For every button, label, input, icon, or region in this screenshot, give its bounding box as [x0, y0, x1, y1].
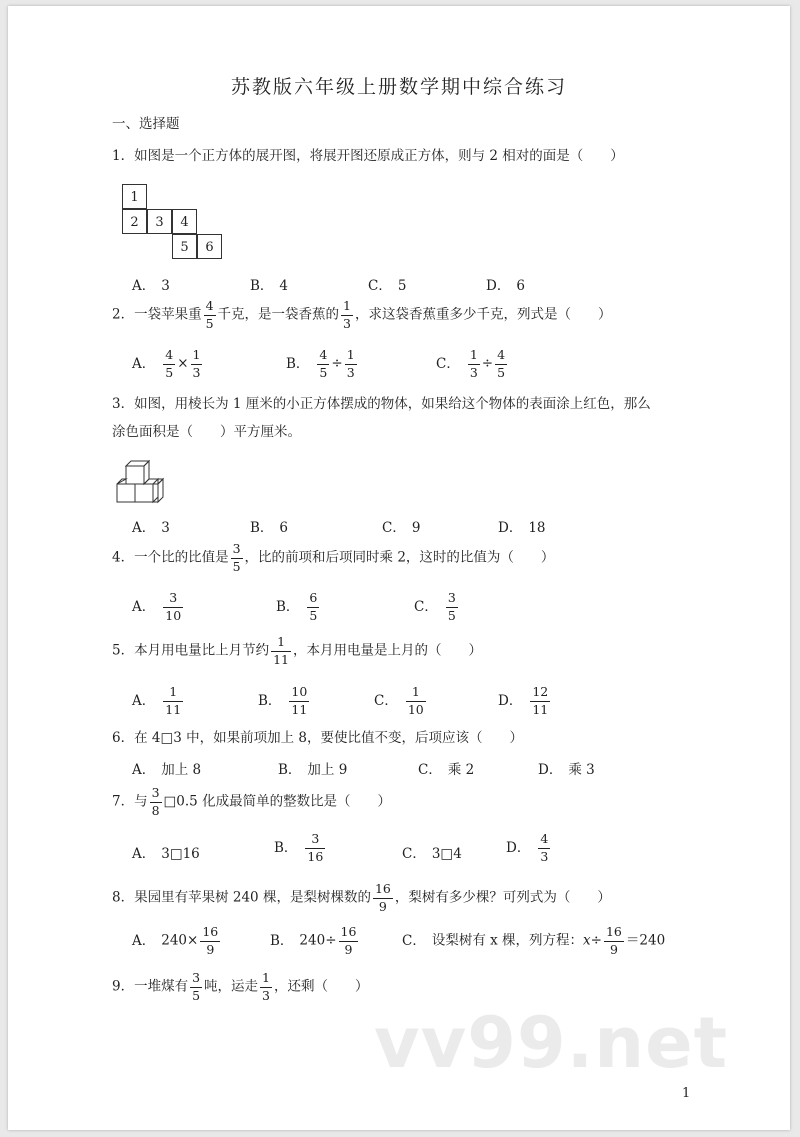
- question-6: 6．在 4□3 中，如果前项加上 8，要使比值不变，后项应该（ ）: [112, 730, 523, 746]
- question-4: 4．一个比的比值是 $\frac{3}{5}$ ，比的前项和后项同时乘 2，这时的比值为（ ）: [112, 541, 555, 574]
- q1-option-d[interactable]: D． 6: [486, 278, 525, 294]
- q1-option-b[interactable]: B． 4: [250, 278, 289, 294]
- q1-option-a[interactable]: A． 3: [132, 278, 170, 294]
- question-5: 5．本月用电量比上月节约 $\frac{1}{11}$ ，本月用电量是上月的（ ）: [112, 634, 482, 667]
- net-face: 3: [147, 209, 172, 234]
- fraction: $\frac{16}{9}$: [374, 881, 391, 914]
- question-2: 2．一袋苹果重 $\frac{4}{5}$ 千克，是一袋香蕉的 $\frac{1}{3}$ ，求这袋香蕉重多少千克，列式是（ ）: [112, 298, 612, 331]
- q1-option-c[interactable]: C． 5: [368, 278, 407, 294]
- cube-stack-figure: [115, 458, 175, 506]
- q5-option-d[interactable]: D． $\frac{12}{11}$: [498, 684, 549, 717]
- fraction: $\frac{1}{3}$: [262, 970, 270, 1003]
- net-face: 1: [122, 184, 147, 209]
- q2-option-b[interactable]: B． $\frac{4}{5}$ ÷ $\frac{1}{3}$: [286, 347, 355, 380]
- q7-option-a[interactable]: A． 3□16: [132, 846, 200, 862]
- q2-option-c[interactable]: C． $\frac{1}{3}$ ÷ $\frac{4}{5}$: [436, 347, 506, 380]
- q6-option-a[interactable]: A． 加上 8: [132, 762, 202, 778]
- q5-option-a[interactable]: A． $\frac{1}{11}$: [132, 684, 182, 717]
- q3-option-d[interactable]: D． 18: [498, 520, 546, 536]
- net-face: 2: [122, 209, 147, 234]
- q8-option-c[interactable]: C． 设梨树有 x 棵，列方程：x÷ $\frac{16}{9}$ ＝240: [402, 924, 666, 957]
- q6-option-d[interactable]: D． 乘 3: [538, 762, 595, 778]
- q3-option-b[interactable]: B． 6: [250, 520, 289, 536]
- page-number: 1: [682, 1086, 691, 1101]
- fraction: $\frac{1}{11}$: [273, 634, 289, 667]
- question-7: 7．与 $\frac{3}{8}$ □0.5 化成最简单的整数比是（ ）: [112, 785, 392, 818]
- q7-option-d[interactable]: D． $\frac{4}{3}$: [506, 831, 549, 864]
- q3-option-c[interactable]: C． 9: [382, 520, 421, 536]
- fraction: $\frac{3}{5}$: [192, 970, 201, 1003]
- net-face: 5: [172, 234, 197, 259]
- watermark: vv99.net: [374, 1002, 729, 1084]
- document-page: [8, 6, 790, 1130]
- question-9: 9．一堆煤有 $\frac{3}{5}$ 吨，运走 $\frac{1}{3}$ ，还剩（ ）: [112, 970, 369, 1003]
- fraction: $\frac{4}{5}$: [205, 298, 214, 331]
- q8-option-b[interactable]: B． 240÷ $\frac{16}{9}$: [270, 924, 357, 957]
- q4-option-c[interactable]: C． $\frac{3}{5}$: [414, 590, 456, 623]
- q5-option-c[interactable]: C． $\frac{1}{10}$: [374, 684, 424, 717]
- cube-net-figure: [122, 184, 232, 264]
- q4-option-a[interactable]: A． $\frac{3}{10}$: [132, 590, 182, 623]
- question-3-line-1: 3．如图，用棱长为 1 厘米的小正方体摆成的物体，如果给这个物体的表面涂上红色，那么: [112, 396, 651, 412]
- q6-option-c[interactable]: C． 乘 2: [418, 762, 475, 778]
- q5-option-b[interactable]: B． $\frac{10}{11}$: [258, 684, 308, 717]
- q3-option-a[interactable]: A． 3: [132, 520, 170, 536]
- fraction: $\frac{3}{5}$: [232, 541, 241, 574]
- page-title: 苏教版六年级上册数学期中综合练习: [230, 76, 567, 98]
- fraction: $\frac{1}{3}$: [343, 298, 351, 331]
- q2-option-a[interactable]: A． $\frac{4}{5}$ × $\frac{1}{3}$: [132, 347, 201, 380]
- q4-option-b[interactable]: B． $\frac{6}{5}$: [276, 590, 318, 623]
- section-heading: 一、选择题: [112, 116, 180, 132]
- q7-option-b[interactable]: B． $\frac{3}{16}$: [274, 831, 324, 864]
- q6-option-b[interactable]: B． 加上 9: [278, 762, 348, 778]
- net-face: 6: [197, 234, 222, 259]
- q7-option-c[interactable]: C． 3□4: [402, 846, 462, 862]
- q8-option-a[interactable]: A． 240× $\frac{16}{9}$: [132, 924, 219, 957]
- question-3-line-2: 涂色面积是（ ）平方厘米。: [112, 424, 301, 440]
- net-face: 4: [172, 209, 197, 234]
- question-1: 1．如图是一个正方体的展开图，将展开图还原成正方体，则与 2 相对的面是（ ）: [112, 148, 624, 164]
- fraction: $\frac{3}{8}$: [151, 785, 160, 818]
- question-8: 8．果园里有苹果树 240 棵，是梨树棵数的 $\frac{16}{9}$ ，梨树有多少棵？可列式为（ ）: [112, 881, 611, 914]
